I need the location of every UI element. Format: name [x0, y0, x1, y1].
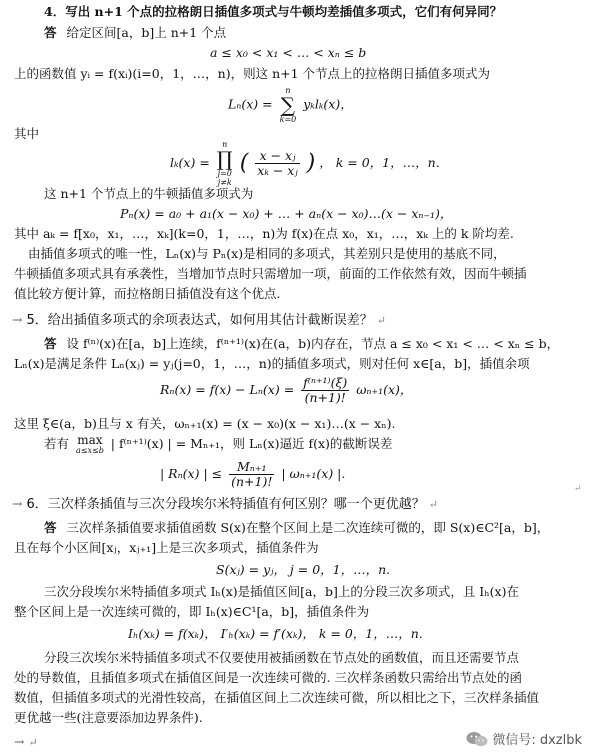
return-icon: ↵ [428, 498, 438, 511]
q6-line-8 [14, 710, 203, 726]
q6-line-6 [14, 670, 522, 686]
q4-line-5-text: 其中 aₖ = f[x₀，x₁，…，xₖ](k=0，1，…，n)为 f(x)在点 x₀，x₁，…，xₖ 上的 k 阶均差. [14, 226, 514, 241]
q6-line-1 [44, 520, 549, 536]
q4-line-7-text: 牛顿插值多项式具有承袭性，当增加节点时只需增加一项，前面的工作依然有效，因而牛顿插 [14, 266, 527, 281]
return-icon: ↵ [574, 484, 582, 494]
sum-operator [280, 86, 297, 124]
q4-line-7 [14, 266, 527, 282]
q4-line-8 [14, 286, 280, 302]
wechat-icon [466, 731, 488, 747]
q5-title-text: 5．给出插值多项式的余项表达式，如何用其估计截断误差？ [26, 313, 373, 328]
q4-eq-lagrange [228, 86, 353, 124]
q4-line-6 [28, 246, 506, 262]
error-fraction [229, 460, 274, 489]
q4-line-8-text: 值比较方便计算，而拉格朗日插值没有这个优点. [14, 286, 281, 301]
sigma-symbol: ∑ [280, 93, 296, 117]
product-operator [217, 140, 233, 187]
q6-line-5 [44, 650, 519, 666]
q5-line-1 [44, 336, 559, 352]
return-icon: ↵ [376, 314, 386, 327]
q6-title-text: 6．三次样条插值与三次分段埃尔米特插值有何区别？哪一个更优越？ [26, 497, 425, 512]
remainder-fraction [301, 376, 349, 405]
q5-line-4-text: | f⁽ⁿ⁺¹⁾(x) | = Mₙ₊₁，则 Lₙ(x)逼近 f(x)的截断误差 [110, 436, 393, 451]
q6-eq-spline-text: S(xⱼ) = yⱼ， j = 0，1，…，n. [216, 562, 391, 577]
q5-line-2-text: Lₙ(x)是满足条件 Lₙ(xⱼ) = yⱼ(j=0，1，…，n)的插值多项式，则对任何 x∈[a，b]，插值余项 [14, 356, 530, 371]
basis-numerator: x − xⱼ [255, 149, 299, 164]
q4-line-3 [14, 126, 39, 142]
remainder-numerator: f⁽ⁿ⁺¹⁾(ξ) [303, 375, 348, 390]
q4-eq-nodes [210, 45, 366, 61]
q4-line-1-text: 给定区间[a，b]上 n+1 个点 [66, 25, 227, 40]
arrow-icon: → [12, 496, 23, 511]
q5-eq-error [160, 460, 345, 489]
q6-line-8-text: 更优越一些(注意要添加边界条件). [14, 710, 203, 725]
q4-answer-label: 答 [44, 25, 57, 40]
q6-eq-hermite [128, 626, 423, 642]
right-paren: ) [306, 150, 316, 176]
q4-eq-basis-tail: ， k = 0，1，…，n. [319, 155, 440, 170]
q4-eq-newton-text: Pₙ(x) = a₀ + a₁(x − x₀) + … + aₙ(x − x₀)…(x − xₙ₋₁)， [120, 206, 453, 221]
q6-line-6-text: 处的导数值，且插值多项式在插值区间是一次连续可微的. 三次样条函数只需给出节点处的函 [14, 670, 522, 685]
q5-line-4 [44, 434, 392, 455]
q5-line-1-text: 设 f⁽ⁿ⁾(x)在[a，b]上连续，f⁽ⁿ⁺¹⁾(x)在(a，b)内存在，节点 a ≤ x₀ < x₁ < … < xₙ ≤ b， [66, 336, 560, 351]
q5-title [12, 312, 386, 329]
q6-line-4-text: 整个区间上是一次连续可微的，即 Iₕ(x)∈C¹[a，b]，插值条件为 [14, 604, 370, 619]
q4-title [44, 4, 502, 20]
basis-fraction [255, 149, 299, 178]
q6-title [12, 496, 438, 513]
q4-eq-lagrange-lhs: Lₙ(x) = [228, 96, 273, 112]
q4-line-2-text: 上的函数值 yᵢ = f(xᵢ)(i=0，1，…，n)，则这 n+1 个节点上的拉格朗日插值多项式为 [14, 66, 491, 81]
q6-eq-spline [216, 562, 390, 578]
trailing-mark [14, 734, 38, 751]
q6-line-7-text: 数值，但插值多项式的光滑性较高，在插值区间上二次连续可微，所以相比之下，三次样条插值 [14, 690, 540, 705]
q6-line-2-text: 且在每个小区间[xⱼ，xⱼ₊₁]上是三次多项式，插值条件为 [14, 540, 319, 555]
q6-line-3 [44, 584, 519, 600]
q4-eq-lagrange-rhs: yₖlₖ(x)， [303, 96, 353, 112]
q5-line-4-prefix: 若有 [44, 436, 70, 451]
q5-answer-label: 答 [44, 336, 57, 351]
max-operator [76, 434, 104, 455]
q5-eq-remainder [160, 376, 412, 405]
q4-line-6-text: 由插值多项式的唯一性，Lₙ(x)与 Pₙ(x)是相同的多项式，其差别只是使用的基底不同， [28, 246, 506, 261]
product-lower-limit-1: j=0 [217, 169, 232, 178]
max-word: max [77, 433, 103, 447]
left-paren: ( [239, 150, 249, 176]
arrow-icon: → [12, 312, 23, 327]
q5-line-3-text: 这里 ξ∈(a，b)且与 x 有关，ωₙ₊₁(x) = (x − x₀)(x − x₁)…(x − xₙ). [14, 416, 396, 431]
q4-line-4-text: 这 n+1 个节点上的牛顿插值多项式为 [44, 186, 254, 201]
q6-line-7 [14, 690, 539, 706]
q6-line-5-text: 分段三次埃尔米特插值多项式不仅要使用被插函数在节点处的函数值，而且还需要节点 [44, 650, 520, 665]
basis-denominator: xₖ − xⱼ [257, 163, 298, 178]
q5-line-3 [14, 416, 395, 432]
sum-lower-limit: k=0 [279, 115, 297, 124]
q5-eq-error-tail: | ωₙ₊₁(x) |. [281, 466, 346, 481]
q6-line-1-text: 三次样条插值要求插值函数 S(x)在整个区间上是二次连续可微的，即 S(x)∈C²[a，b]， [66, 520, 550, 535]
q4-eq-basis [170, 140, 440, 187]
sum-upper-limit: n [285, 86, 291, 95]
arrow-icon: → [14, 734, 25, 749]
q5-eq-remainder-tail: ωₙ₊₁(x)， [356, 382, 413, 397]
remainder-denominator: (n+1)! [304, 390, 346, 405]
q4-line-4 [44, 186, 253, 202]
q6-answer-label: 答 [44, 520, 57, 535]
product-upper-limit: n [222, 140, 228, 149]
product-lower-limit-2: j≠k [217, 178, 232, 187]
return-icon: ↵ [28, 736, 38, 749]
max-subscript: a≤x≤b [76, 446, 104, 455]
error-denominator: (n+1)! [231, 474, 273, 489]
watermark-text: 微信号: dxzlbk [492, 733, 582, 748]
q6-eq-hermite-text: Iₕ(xₖ) = f(xₖ)， I′ₕ(xₖ) = f′(xₖ)， k = 0，1，…，n. [128, 626, 423, 641]
q4-line-5 [14, 226, 514, 242]
q4-line-3-text: 其中 [14, 126, 40, 141]
q6-line-4 [14, 604, 369, 620]
q4-eq-newton [120, 206, 452, 222]
error-numerator: Mₙ₊₁ [229, 460, 274, 475]
q6-line-2 [14, 540, 319, 556]
wechat-watermark [466, 729, 582, 748]
q5-eq-error-lhs: | Rₙ(x) | ≤ [160, 466, 223, 481]
pi-symbol: ∏ [216, 147, 233, 171]
q4-line-2 [14, 66, 490, 82]
q5-line-2 [14, 356, 530, 372]
q6-line-3-text: 三次分段埃尔米特插值多项式 Iₕ(x)是插值区间[a，b]上的分段三次多项式，且 Iₕ(x)在 [44, 584, 519, 599]
q4-eq-nodes-text: a ≤ x₀ < x₁ < … < xₙ ≤ b [210, 45, 367, 60]
q4-title-text: 4．写出 n+1 个点的拉格朗日插值多项式与牛顿均差插值多项式，它们有何异同？ [44, 4, 503, 19]
q4-line-1 [44, 25, 226, 41]
q4-eq-basis-lhs: lₖ(x) = [170, 155, 210, 170]
q5-eq-remainder-lhs: Rₙ(x) = f(x) − Lₙ(x) = [160, 382, 295, 397]
